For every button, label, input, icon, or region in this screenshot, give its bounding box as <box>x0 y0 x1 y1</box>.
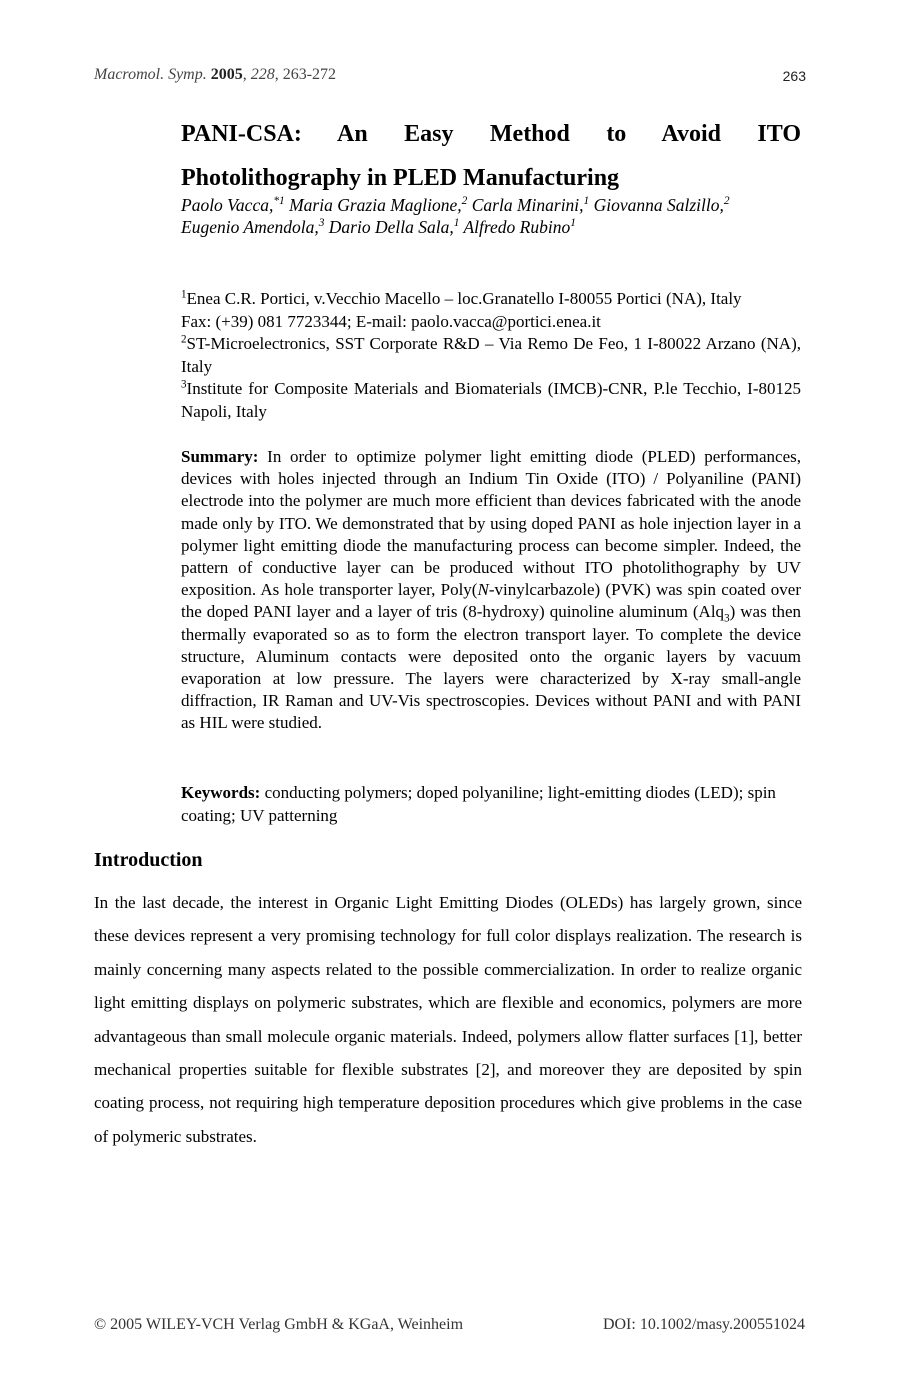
author-name: Dario Della Sala, <box>328 217 454 237</box>
author-list <box>181 194 801 238</box>
summary-text: In order to optimize polymer light emitting diode (PLED) performances, devices with holes injected through an Indium Tin Oxide (ITO) / Polyaniline (PANI) electrode into the polymer are much more efficient than devices fabricated with the anode made only by ITO. We demonstrated that by using doped PANI as hole injection layer in a polymer light emitting diode the manufacturing process can become simpler. Indeed, the pattern of conductive layer can be produced without ITO photolithography by UV exposition. As hole transporter layer, Poly( <box>181 447 801 600</box>
paper-title <box>181 112 801 200</box>
author-name: Paolo Vacca, <box>181 195 274 215</box>
summary-text: ) was then thermally evaporated so as to form the electron transport layer. To complete the device structure, Aluminum contacts were deposited onto the organic layers by vacuum evaporation at low pressure. The layers were characterized by X-ray small-angle diffraction, IR Raman and UV-Vis spectroscopies. Devices without PANI and with PANI as HIL were studied. <box>181 602 802 733</box>
keywords-label: Keywords: <box>181 783 261 802</box>
summary-text: -vinylcarbazole) (PVK) was spin coated over the doped PANI layer and a layer of tris (8-hydroxy) quinoline aluminum (Alq <box>181 580 801 622</box>
affiliation-text: ST-Microelectronics, SST Corporate R&D – Via Remo De Feo, 1 I-80022 Arzano (NA), Italy <box>181 334 801 376</box>
affiliation-text: Enea C.R. Portici, v.Vecchio Macello – loc.Granatello I-80055 Portici (NA), Italy <box>186 289 742 308</box>
author-mark: 1 <box>583 195 590 208</box>
author-mark: 2 <box>723 195 730 208</box>
author-name: Alfredo Rubino <box>463 217 571 237</box>
affiliation-mark: 1 <box>181 288 187 301</box>
affiliation-contact: Fax: (+39) 081 7723344; E-mail: paolo.vacca@portici.enea.it <box>181 311 601 331</box>
affiliation-mark: 2 <box>181 333 187 346</box>
section-heading-introduction: Introduction <box>94 849 203 871</box>
author-mark: 2 <box>461 195 468 208</box>
author-mark: 1 <box>570 217 576 230</box>
summary-italic: N <box>477 580 489 600</box>
affiliation-mark: 3 <box>181 378 187 391</box>
author-name: Maria Grazia Maglione, <box>289 195 462 215</box>
doi: DOI: 10.1002/masy.200551024 <box>602 1316 805 1333</box>
summary-abstract <box>181 446 801 735</box>
keywords-text: conducting polymers; doped polyaniline; light-emitting diodes (LED); spin coating; UV patterning <box>181 783 776 825</box>
author-mark: *1 <box>273 195 285 208</box>
title-line-2: Photolithography in PLED Manufacturing <box>181 165 620 191</box>
title-line-1: PANI-CSA: An Easy Method to Avoid ITO <box>181 121 801 147</box>
journal-year: 2005 <box>210 66 243 83</box>
journal-pages: 263-272 <box>282 66 337 83</box>
author-name: Giovanna Salzillo, <box>593 195 724 215</box>
author-name: Carla Minarini, <box>471 195 584 215</box>
keywords <box>181 782 801 827</box>
author-name: Eugenio Amendola, <box>181 217 319 237</box>
author-mark: 3 <box>318 217 325 230</box>
affiliation-3 <box>181 378 801 423</box>
affiliation-1 <box>181 288 801 333</box>
journal-name: Macromol. Symp. <box>94 66 207 83</box>
author-mark: 1 <box>453 217 460 230</box>
affiliation-text: Institute for Composite Materials and Biomaterials (IMCB)-CNR, P.le Tecchio, I-80125 Napoli, Italy <box>181 379 801 421</box>
summary-label: Summary: <box>181 447 259 466</box>
journal-volume: 228 <box>250 66 275 83</box>
introduction-paragraph: In the last decade, the interest in Organic Light Emitting Diodes (OLEDs) has largely grown, since these devices represent a very promising technology for full color displays realization. The research is mainly concerning many aspects related to the possible commercialization. In order to realize organic light emitting displays on polymeric substrates, which are flexible and economics, polymers are more advantageous than small molecule organic materials. Indeed, polymers allow flatter surfaces [1], better mechanical properties suitable for flexible substrates [2], and moreover they are deposited by spin coating process, not requiring high temperature deposition procedures which give problems in the case of polymeric substrates. <box>94 893 802 1146</box>
affiliations <box>181 288 801 423</box>
running-header: Macromol. Symp. 2005, 228, 263-272 263 <box>94 66 806 84</box>
summary-subscript: 3 <box>724 612 730 625</box>
affiliation-2 <box>181 333 801 378</box>
page-number: 263 <box>782 68 806 84</box>
copyright-notice: © 2005 WILEY-VCH Verlag GmbH & KGaA, Weinheim <box>94 1316 464 1333</box>
